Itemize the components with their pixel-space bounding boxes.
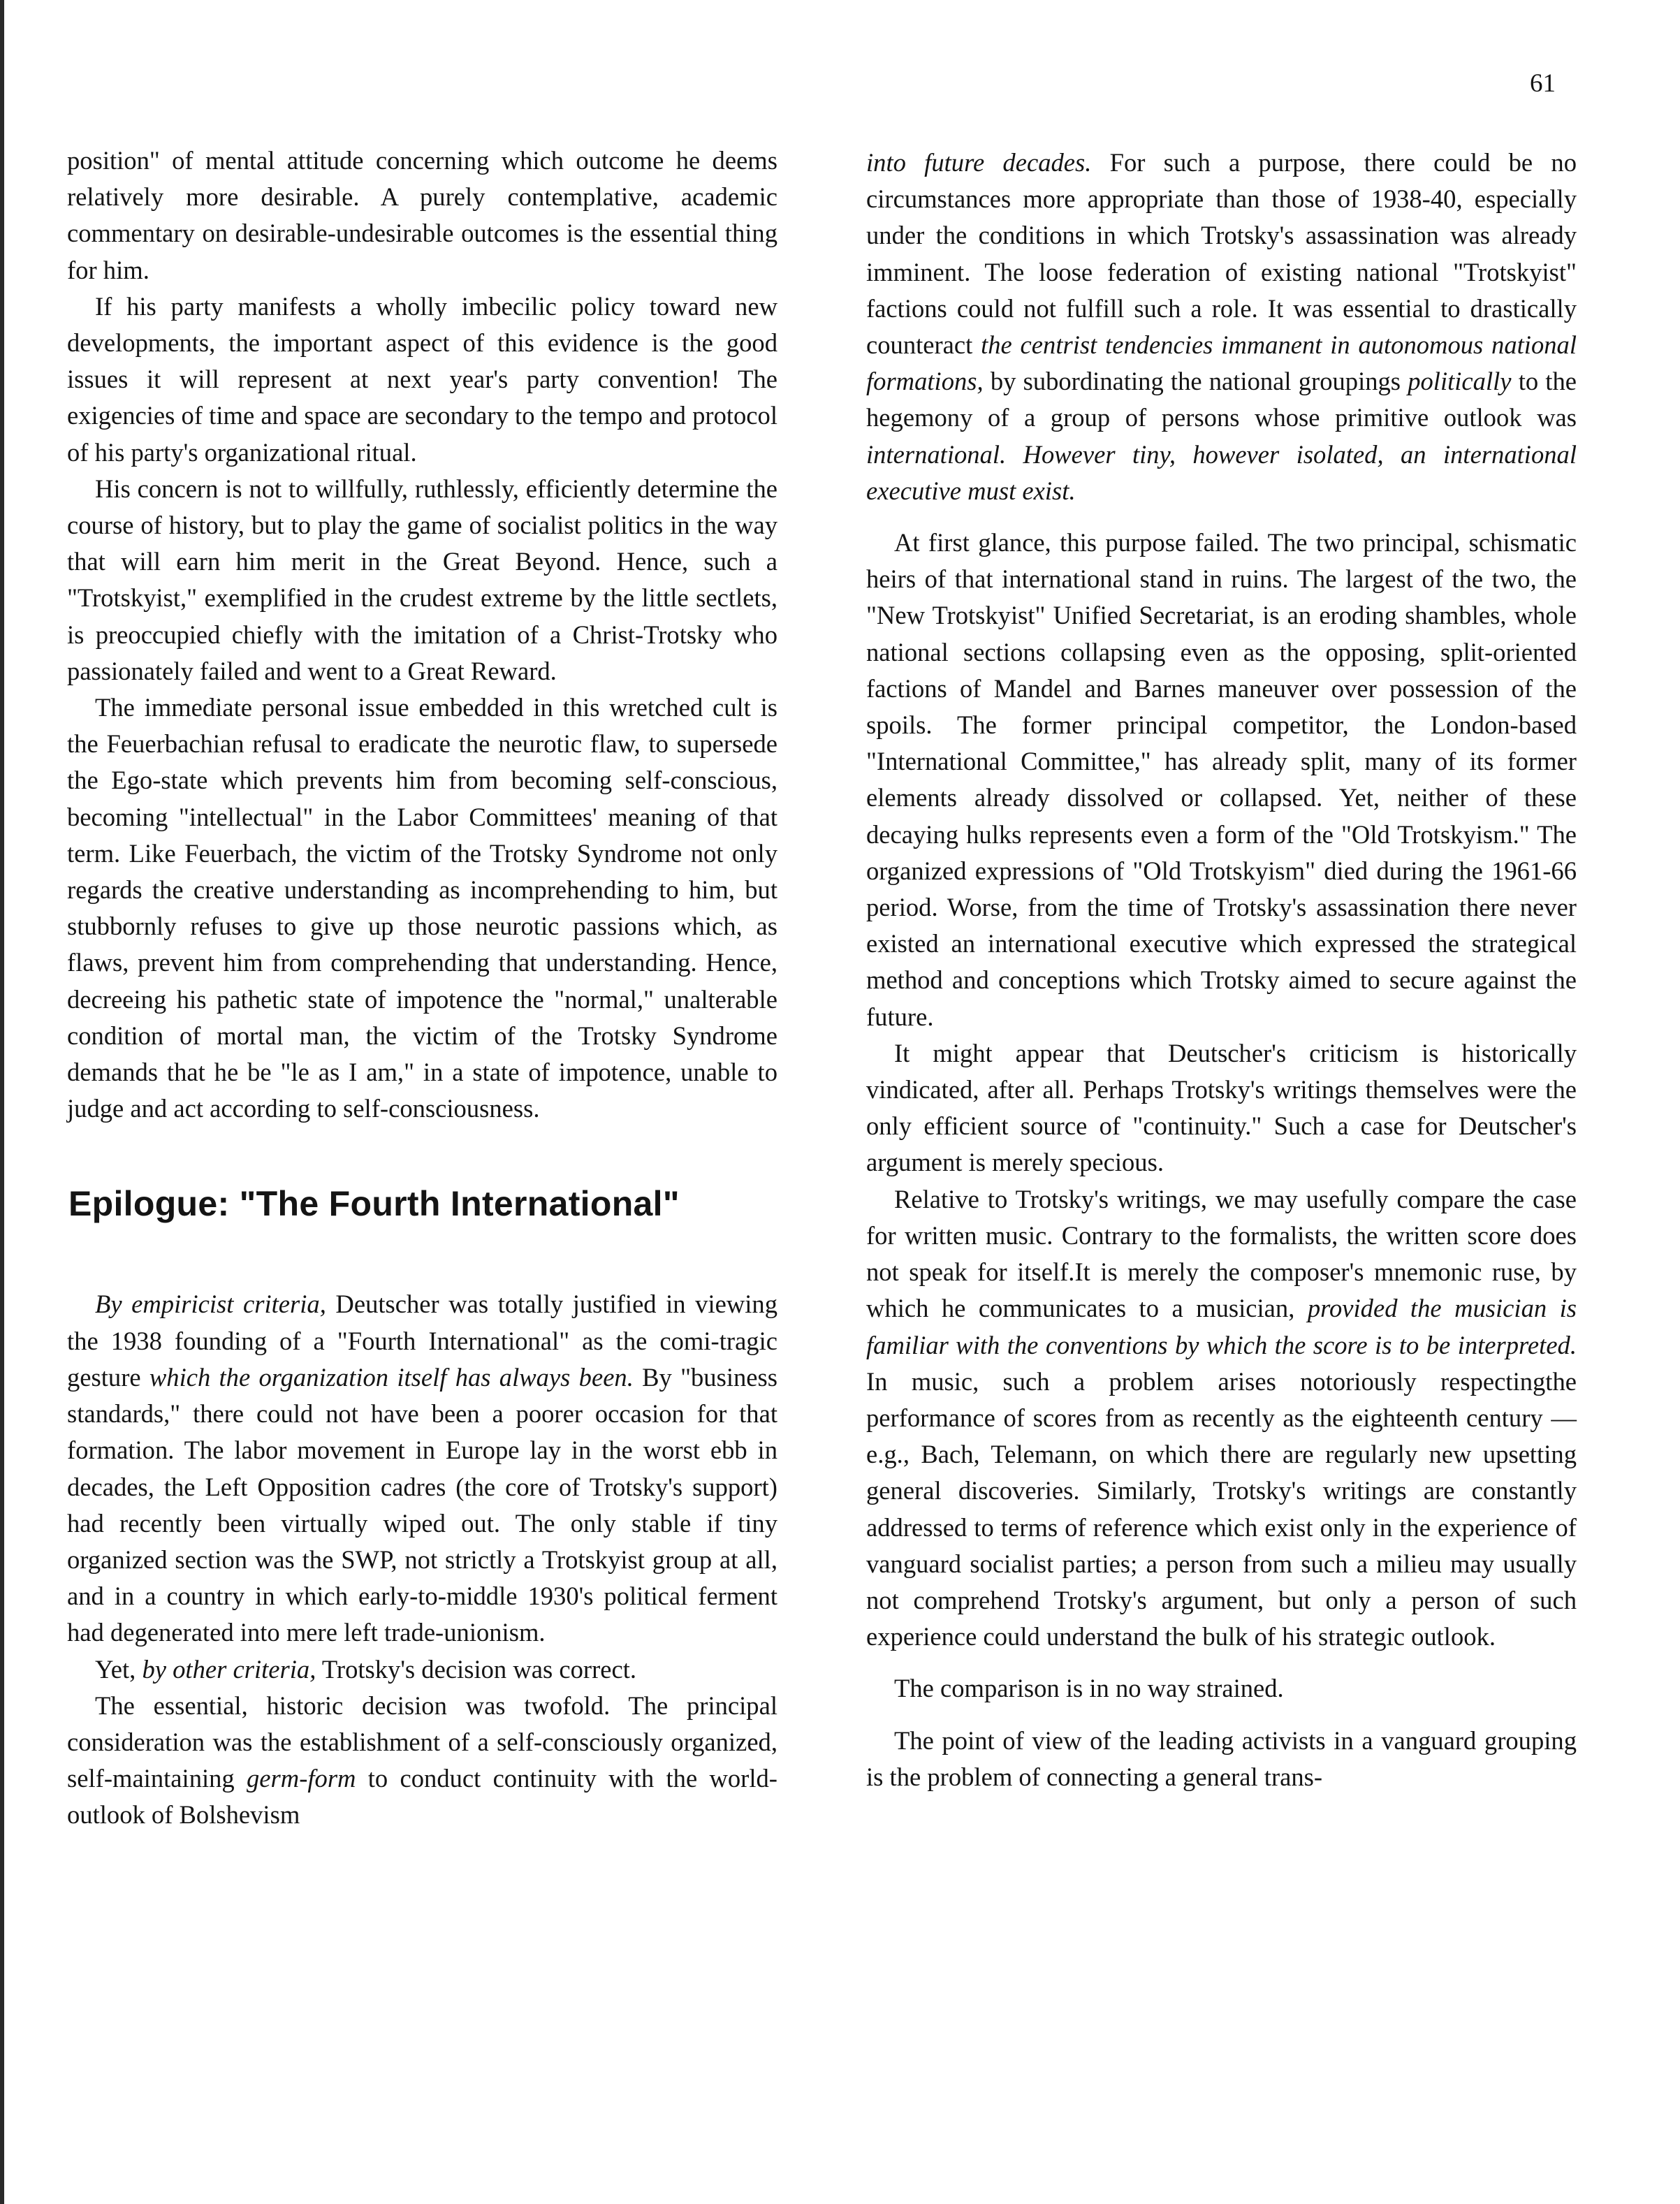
paragraph [67,1651,777,1688]
paragraph [67,1688,777,1834]
italic-phrase: germ-form [247,1764,356,1793]
paragraph [866,145,1577,509]
italic-phrase: international. However tiny, however isolated, an international executive must exist. [866,439,1577,505]
paragraph: The immediate personal issue embedded in this wretched cult is the Feuerbachian refusal to eradicate the neurotic flaw, to supersede the Ego-state which prevents him from becoming self-conscious, becoming "intellectual" in the Labor Committees' meaning of that term. Like Feuerbach, the victim of the Trotsky Syndrome not only regards the creative understanding as incomprehending to him, but stubbornly refuses to give up those neurotic passions which, as flaws, prevent him from comprehending that understanding. Hence, decreeing his pathetic state of impotence the "normal," unalterable condition of mortal man, the victim of the Trotsky Syndrome demands that he be "le as I am," in a state of impotence, unable to judge and act according to self-consciousness. [67,693,777,1123]
text-run: to the hegemony of a group of persons whose primitive outlook was [866,367,1577,432]
italic-phrase: into future decades. [866,148,1092,177]
text-run: By "business standards," there could not have been a poorer occasion for that formation. The labor movement in Europe lay in the worst ebb in decades, the Left Opposition cadres (the core of Trotsky's support) had recently been virtually wiped out. The only stable if tiny organized section was the SWP, not strictly a Trotskyist group at all, and in a country in which early-to-middle 1930's political ferment had degenerated into mere left trade-unionism. [67,1362,777,1647]
paragraph: It might appear that Deutscher's criticism is historically vindicated, after all. Perhaps Trotsky's writings themselves were the only efficient source of "continuity." Such a case for Deutscher's argument is merely specious. [866,1038,1577,1177]
paragraph: The comparison is in no way strained. [894,1674,1284,1703]
text-run: In music, such a problem arises notoriously respectingthe performance of scores from as recently as the eighteenth century — e.g., Bach, Telemann, on which there are regularly new upsetting general discoveries. Similarly, Trotsky's writings are constantly addressed to terms of reference which exist only in the experience of vanguard socialist parties; a person from such a milieu may usually not comprehend Trotsky's argument, but only a person of such experience could understand the bulk of his strategic outlook. [866,1366,1577,1651]
section-heading: Epilogue: "The Fourth International" [68,1184,680,1224]
text-run: The essential, historic decision was twofold. The principal consideration was the establishment of a self-consciously organized, self-maintaining [67,1691,777,1793]
paragraph: His concern is not to willfully, ruthlessly, efficiently determine the course of history, but to play the game of socialist politics in the way that will earn him merit in the Great Beyond. Hence, such a "Trotskyist," exemplified in the crudest extreme by the little sectlets, is preoccupied chiefly with the imitation of a Christ-Trotsky who passionately failed and went to a Great Reward. [67,474,777,685]
paragraph: position" of mental attitude concerning which outcome he deems relatively more desirable. A purely contemplative, academic commentary on desirable-undesirable outcomes is the essential thing for him. [67,146,777,284]
paragraph [67,1286,777,1651]
paragraph: The point of view of the leading activists in a vanguard grouping is the problem of connecting a general trans- [866,1725,1577,1791]
page-edge-rule [0,0,4,2204]
left-column [67,143,777,1834]
text-run: Relative to Trotsky's writings, we may usefully compare the case for written music. Contrary to the formalists, the written score does not speak for itself.It is merely the composer's mnemonic ruse, by which he communicates to a musician, [866,1184,1577,1323]
italic-phrase: politically [1408,367,1512,396]
italic-phrase: the centrist tendencies immanent in autonomous national formations, [866,330,1577,396]
italic-phrase: provided the musician is familiar with the conventions by which the score is to be interpreted. [866,1294,1577,1359]
text-run: Yet, [95,1654,143,1684]
paragraph [866,1181,1577,1656]
text-run: For such a purpose, there could be no circumstances more appropriate than those of 1938-40, especially under the conditions in which Trotsky's assassination was already imminent. The loose federation of existing national "Trotskyist" factions could not fulfill such a role. It was essential to drastically counteract [866,148,1577,360]
paragraph: If his party manifests a wholly imbecilic policy toward new developments, the important aspect of this evidence is the good issues it will represent at next year's party convention! The exigencies of time and space are secondary to the tempo and protocol of his party's organizational ritual. [67,291,777,467]
text-run: Trotsky's decision was correct. [316,1654,637,1684]
italic-phrase: by other criteria, [142,1654,316,1684]
right-column [866,145,1577,1795]
page-number: 61 [1530,69,1556,98]
text-run: Deutscher was totally justified in viewing the 1938 founding of a "Fourth International" as the comi-tragic gesture [67,1290,777,1392]
paragraph: At first glance, this purpose failed. The two principal, schismatic heirs of that international stand in ruins. The largest of the two, the "New Trotskyist" Unified Secretariat, is an eroding shambles, whole national sections collapsing even as the opposing, split-oriented factions of Mandel and Barnes maneuver over possession of the spoils. The former principal competitor, the London-based "International Committee," has already split, many of its former elements already dissolved or collapsed. Yet, neither of these decaying hulks represents even a form of the "Old Trotskyism." The organized expressions of "Old Trotskyism" died during the 1961-66 period. Worse, from the time of Trotsky's assassination there never existed an international executive which expressed the strategical method and conceptions which Trotsky aimed to secure against the future. [866,528,1577,1031]
text-run: by subordinating the national groupings [983,367,1408,396]
text-run: to conduct continuity with the world-outlook of Bolshevism [67,1764,777,1830]
italic-phrase: which the organization itself has always been. [149,1362,634,1392]
italic-phrase: By empiricist criteria, [95,1290,326,1319]
